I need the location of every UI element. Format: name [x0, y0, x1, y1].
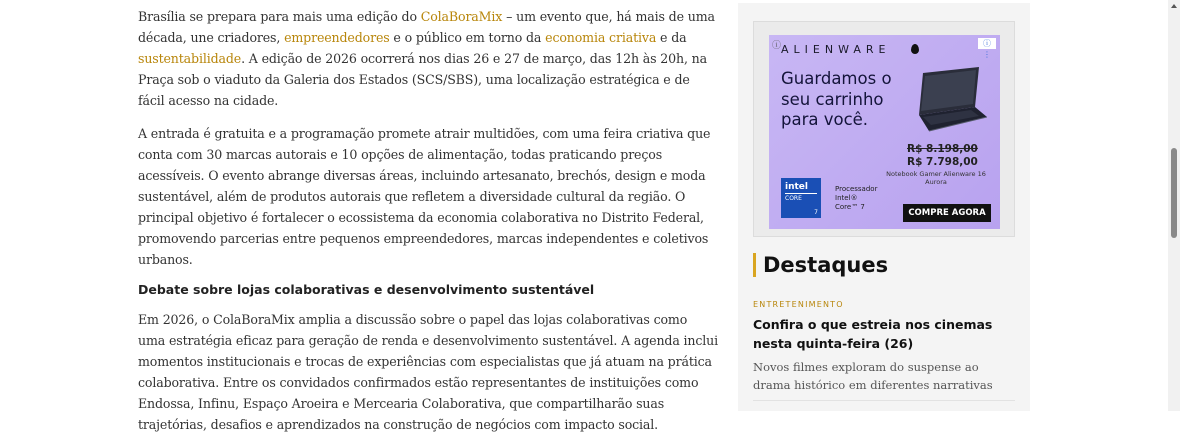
article-text: – um evento que, há mais de uma década, une criadores, [138, 9, 715, 45]
news-headline-link[interactable]: Confira o que estreia nos cinemas nesta quinta-feira (26) [753, 317, 993, 351]
carousel-indicator [859, 223, 909, 226]
buy-now-button[interactable]: COMPRE AGORA [903, 204, 991, 222]
article-link[interactable]: economia criativa [545, 30, 657, 45]
divider [753, 400, 1015, 401]
product-name: Notebook Gamer Alienware 16 Aurora [886, 170, 986, 186]
section-title: Destaques [753, 253, 888, 277]
article-text: Brasília se prepara para mais uma edição do [138, 9, 421, 24]
news-summary: Novos filmes exploram do suspense ao drama histórico em diferentes narrativas [753, 360, 993, 392]
processor-label: Processador Intel® Core™ 7 [835, 185, 878, 211]
ad-brand-logo: ALIENWARE [781, 43, 891, 56]
article-link[interactable]: sustentabilidade [138, 51, 242, 66]
sidebar [738, 3, 1030, 411]
article-body [138, 6, 718, 447]
ad-choices-icon[interactable]: ⓘ ⋮ [978, 38, 996, 49]
price-new: R$ 7.798,00 [907, 156, 978, 168]
article-text: e o público em torno da [389, 30, 546, 45]
ad-container [753, 21, 1015, 237]
intel-core-logo: intel CORE 7 [781, 178, 821, 218]
page-scrollbar[interactable] [1168, 0, 1180, 411]
article-paragraph-intro [138, 6, 718, 111]
price-old: R$ 8.198,00 [907, 143, 978, 155]
ad-info-icon[interactable]: ⓘ [772, 41, 782, 51]
ad-headline: Guardamos o seu carrinho para você. [781, 69, 892, 129]
alienware-ad[interactable] [769, 35, 1000, 229]
laptop-image [901, 67, 987, 139]
article-paragraph: Em 2026, o ColaBoraMix amplia a discussão sobre o papel das lojas colaborativas como uma estratégia eficaz para geração de renda e desenvolvimento sustentável. A agenda inclui momentos institucionais e trocas de experiências com especialistas que já atuam na prática colaborativa. Entre os convidados confirmados estão representantes de instituições como Endossa, Infinu, Espaço Aroeira e Mercearia Colaborativa, que compartilharão suas trajetórias, desafios e aprendizados na construção de negócios com impacto social. [138, 312, 719, 432]
scroll-up-arrow-icon[interactable] [1171, 4, 1177, 8]
article-text: e da [656, 30, 687, 45]
alien-head-icon [911, 44, 919, 54]
article-subheading: Debate sobre lojas colaborativas e desenvolvimento sustentável [138, 282, 595, 297]
article-link[interactable]: empreendedores [284, 30, 390, 45]
article-link[interactable]: ColaBoraMix [420, 9, 503, 24]
article-paragraph: A entrada é gratuita e a programação promete atrair multidões, com uma feira criativa que conta com 30 marcas autorais e 10 opções de alimentação, todas praticando preços acessíveis. O evento abrange diversas áreas, incluindo artesanato, brechós, design e moda sustentável, além de produtos autorais que refletem a diversidade cultural da região. O principal objetivo é fortalecer o ecossistema da economia colaborativa no Distrito Federal, promovendo parcerias entre pequenos empreendedores, marcas independentes e coletivos urbanos. [138, 126, 711, 267]
news-category[interactable]: ENTRETENIMENTO [753, 300, 844, 309]
article-text: . A edição de 2026 ocorrerá nos dias 26 e 27 de março, das 12h às 20h, na Praça sob o viaduto da Galeria dos Estados (SCS/SBS), uma localização estratégica e de fácil acesso na cidade. [138, 51, 707, 108]
scrollbar-thumb[interactable] [1171, 148, 1177, 238]
